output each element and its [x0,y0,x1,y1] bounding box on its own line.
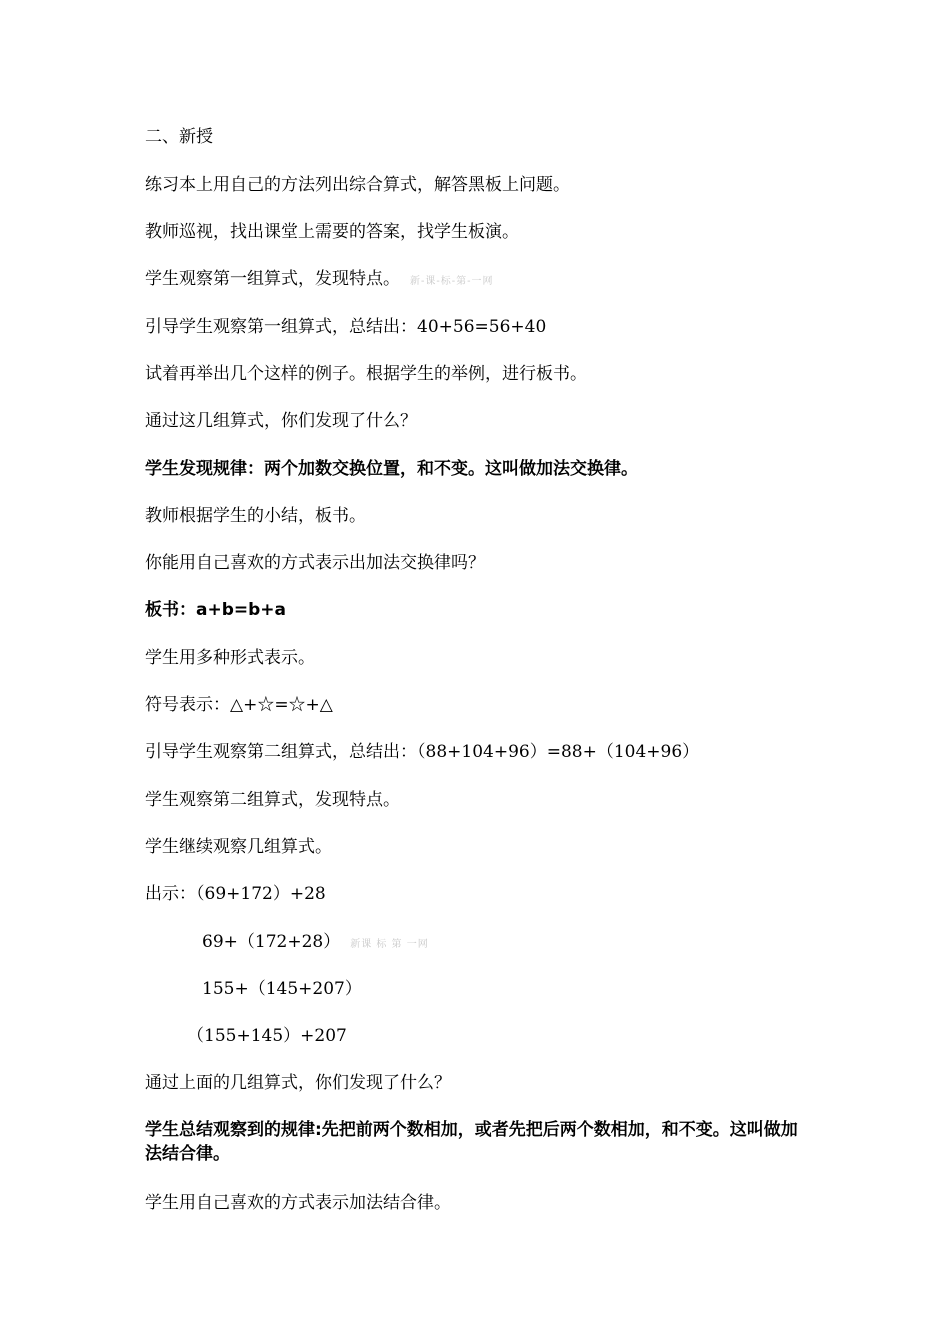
section-heading: 二、新授 [145,127,213,147]
paragraph-with-watermark [145,268,494,293]
paragraph: 学生继续观察几组算式。 [145,837,332,857]
paragraph: 引导学生观察第二组算式，总结出：（88+104+96）=88+（104+96） [145,742,700,762]
watermark: 新-课-标-第-一网 [410,276,494,287]
paragraph: 出示：（69+172）+28 [145,884,326,904]
equation-text: 69+（172+28） [202,932,341,952]
paragraph: 教师根据学生的小结，板书。 [145,506,366,526]
paragraph: 教师巡视，找出课堂上需要的答案，找学生板演。 [145,222,519,242]
paragraph: 通过上面的几组算式，你们发现了什么？ [145,1073,451,1093]
equation-with-watermark [202,931,429,956]
paragraph: 学生用自己喜欢的方式表示加法结合律。 [145,1193,451,1213]
paragraph: 引导学生观察第一组算式，总结出：40+56=56+40 [145,317,547,337]
watermark: 新课 标 第 一网 [350,939,429,950]
paragraph: 练习本上用自己的方法列出综合算式，解答黑板上问题。 [145,175,570,195]
paragraph-text: 学生观察第一组算式，发现特点。 [145,269,400,289]
equation: （155+145）+207 [187,1026,347,1046]
paragraph: 你能用自己喜欢的方式表示出加法交换律吗？ [145,553,485,573]
paragraph: 试着再举出几个这样的例子。根据学生的举例，进行板书。 [145,364,587,384]
paragraph: 学生用多种形式表示。 [145,648,315,668]
bold-paragraph: 学生发现规律：两个加数交换位置，和不变。这叫做加法交换律。 [145,459,638,479]
paragraph: 学生观察第二组算式，发现特点。 [145,790,400,810]
paragraph: 符号表示：△+☆=☆+△ [145,695,333,715]
bold-paragraph: 学生总结观察到的规律:先把前两个数相加，或者先把后两个数相加，和不变。这叫做加法结合律。 [145,1120,798,1164]
equation: 155+（145+207） [202,979,362,999]
paragraph: 通过这几组算式，你们发现了什么？ [145,411,417,431]
bold-paragraph: 板书：a+b=b+a [145,600,287,620]
